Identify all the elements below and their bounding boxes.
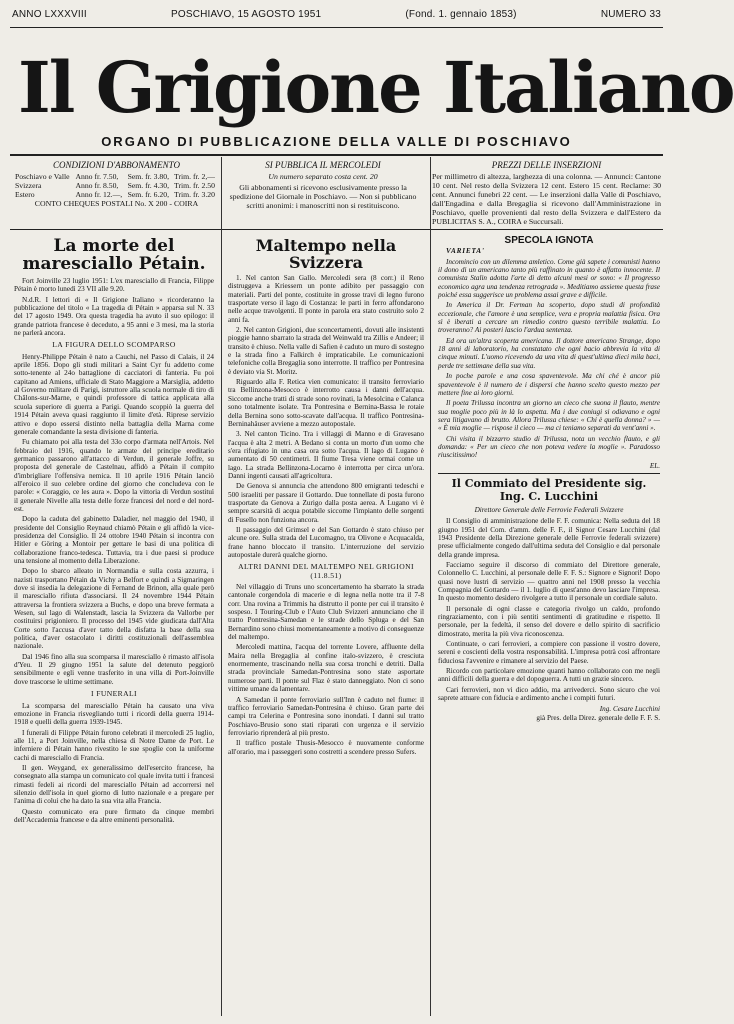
publication-box — [228, 161, 418, 210]
postal-account: CONTO CHEQUES POSTALI No. X 200 - COIRA — [34, 199, 199, 208]
lucchini-paragraph: Il Consiglio di amministrazione delle F. F. comunica: Nella seduta del 18 giugno 1951 del Com. d'amm. delle F. F., il Signor Cesare Lucchini (dal 1943 Presidente della Direzione generale delle Ferrovie federali svizzere) prese ufficialmente congedo dall'ultima seduta del Consiglio e dal personale della grande impresa. — [438, 517, 660, 559]
copy-price: Un numero separato costa cent. 20 — [268, 172, 378, 181]
insertion-title: PREZZI DELLE INSERZIONI — [491, 160, 602, 170]
maltempo-paragraph: De Genova si annuncia che attendono 800 emigranti tedeschi e 500 israeliti per passare il Gottardo. Due tonnellate di posta furono trasportate da Genova a Zurigo dalla posta aerea. A Lugano vi è sempre scarsità di acqua potabile siccome l'impianto delle sorgenti di Fusello non funziona ancora. — [228, 482, 424, 524]
maltempo-paragraph: Nel villaggio di Truns uno sconcertamento ha sbarrato la strada cantonale corgendola di macerie e di legna nella notte tra il 7-8 corr. Una rovina a Trimmis ha distrutto il ponte per cui il transito è sospeso. I Touring-Club e l'Auto Club Svizzeri annunciano che il tratto Pontresina-Samedan e le strade dello Spluga e del San Bernardino sono chiusi momentaneamente a motivo di conseguenze del maltempo. — [228, 583, 424, 642]
subscription-row: Poschiavo e Valle Anno fr. 7.50, Sem. fr. 3.80, Trim. fr. 2,— — [15, 172, 215, 181]
petain-paragraph: Dopo lo sbarco alleato in Normandia e sulla costa azzurra, i nazisti trasportano Pétain da Vichy a Belfort e quindi a Sigmaringen dove si insedia la delegazione di Fernand de Brinon, alla quale però il maresciallo rifiuta d'associarsi. Il 24 novembre 1944 Pétain attraversa la frontiera svizzera a Buchs, e dopo una breve fermata a Wesen, sul lago di Walenstadt, lascia la Svizzera da Vallorbe per costituirsi prigioniero. Il processo del 1945 vide giudicata dall'Alta Corte sotto l'accusa d'aver tatto della disfatta la base della sua politica, d'aver ostacolato i diritti costituzionali dell'assemblea nazionale. — [14, 567, 214, 651]
founding-note: (Fond. 1. gennaio 1853) — [405, 9, 517, 20]
subscription-box — [14, 161, 219, 208]
date-line: POSCHIAVO, 15 AGOSTO 1951 — [170, 9, 322, 20]
top-rule — [10, 27, 663, 28]
lucchini-paragraph: Facciamo seguire il discorso di commiato del Direttore generale, Colonnello C. Lucchini, al personale delle F. F. S.: Signore e Signori! Dopo quasi nove lustri di servizio — quattro anni nel 1908 presso la vecchia Compagnia del Gottardo — il 1. luglio di quest'anno devo lasciare l'impresa. In questo momento desidero rivolgere a tutto il personale un cordiale saluto. — [438, 561, 660, 603]
petain-paragraph: Il gen. Weygand, ex generalissimo dell'esercito francese, ha consegnato alla stampa un comunicato col quale invita tutti i francesi rimasti fedeli ai ricordi del maresciallo Pétain ad accorrersi nel silenzio dell'isola in quel giorno di lutto nazionale e a pregare per l'anima di colui che ha dato la sua vita alla Francia. — [14, 763, 214, 806]
specola-title: SPECOLA IGNOTA — [504, 235, 594, 246]
lucchini-role: già Pres. della Direz. generale delle F. F. S. — [536, 713, 660, 722]
subscription-table — [14, 172, 219, 199]
maltempo-title: Maltempo nella Svizzera — [255, 236, 397, 272]
column-divider — [221, 157, 222, 1016]
insertion-box — [432, 161, 661, 226]
maltempo-paragraph: 3. Nel canton Ticino. Tra i villaggi di Manno e di Gravesano l'acqua è alta 2 metri. A Bedano si conta un morto d'un uomo che s'era rifugiato in una casa ora sotto l'acqua. Il lago di Lugano è aumentato di 50 centimetri. Il fiume Tresa viene ormai come un lago. La strada Bellinzona-Locarno è interrotta per circa un'ora. Danni ingenti causati all'agricoltura. — [228, 430, 424, 480]
publication-title: SI PUBBLICA IL MERCOLEDI — [265, 160, 381, 170]
petain-paragraph: Dopo la caduta del gabinetto Daladier, nel maggio del 1940, il presidente del Consiglio Reynaud chiamò Pétain e gli affidò la vice-presidenza del Consiglio. Il 24 ottobre 1940 Pétain si incontra con Hitler e Göring a Montoir per gettare le basi di una politica di collaborazione franco-tedesca. Tuttavia, tra i due paesi si produce una tensione al momento della Liberazione. — [14, 515, 214, 565]
specola-paragraph: In poche parole e una cosa spaventevole. Ma chi ché è ancor più spaventevole è il numero de i dispersi che hanno scelto questo mezzo per mettere fine ai loro giorni. — [438, 372, 660, 397]
lucchini-paragraph: Cari ferrovieri, non vi dico addio, ma arrivederci. Sono sicuro che voi saprete attuare con fiducia e ardimento anche i compiti futuri. — [438, 685, 660, 703]
subscription-row: Estero Anno fr. 12.—, Sem. fr. 6.20, Trim. fr. 3.20 — [15, 190, 215, 199]
masthead-subtitle: ORGANO DI PUBBLICAZIONE DELLA VALLE DI POSCHIAVO — [101, 134, 572, 149]
petain-paragraph: I funerali di Filippe Pétain furono celebrati il mercoledì 25 luglio, alle 11, a Port Joinville, nella chiesa di Notre Dame de Port. Le inferniere di Pétain hanno rivestito le sue spoglie con la uniforme cachi di maresciallo di Francia. — [14, 728, 214, 762]
section-rule — [10, 229, 663, 230]
top-info-line — [12, 9, 661, 23]
maltempo-paragraph: 2. Nel canton Grigioni, due sconcertamenti, dovuti alle insistenti pioggie hanno sbarrato la strada del Weinwald tra Zillis e Andeer; il transito è chiuso. Nella valle di Safien è caduto un muro di sostegno e la strada fino a Falkirch è impraticabile. Le comunicazioni telefoniche colla Bregaglia sono interrotte. Il traffico per Pontresina è deviato via St. Moritz. — [228, 326, 424, 376]
maltempo-paragraph: 1. Nel canton San Gallo. Mercoledì sera (8 corr.) il Reno distruggeva a Kriessern un ponte adibito per passaggio con materiali. Parti del ponte, costituite in grosse travi di legno furono trasportate verso il lago di Costanza: le parti in ferro affondarono nelle acque travolgenti. Il ponte in parola era stato costruito solo 2 anni fa. — [228, 274, 424, 324]
issue-number: NUMERO 33 — [600, 9, 661, 20]
lucchini-paragraph: Continuate, o cari ferrovieri, a compiere con passione il vostro dovere, sereni e coscienti della vostra responsabilità. L'impresa potrà così affrontare fiduciosa l'avvenire e rimanere al servizio del Paese. — [438, 640, 660, 665]
funerals-heading: I FUNERALI — [91, 689, 137, 699]
maltempo-paragraph: Il passaggio del Grimsel e del San Gottardo è stato chiuso per alcune ore. Sulla strada del Lucomagno, tra Olivone e Acquacalda, frane hanno bloccato il transito. L'interruzione del servizio autopostale durerà qualche giorno. — [228, 525, 424, 559]
maltempo-paragraph: A Samedan il ponte ferroviario sull'Inn è caduto nel fiume: il traffico ferroviario Samedan-Pontresina è chiuso. Gran parte dei campi tra Celerina e Pontresina sono inondati. I danni sul tratto Poschiavo-Brusio sono stati riparati con urgenza e il servizio ferroviario riprenderà al più presto. — [228, 695, 424, 737]
maltempo-section-heading: ALTRI DANNI DEL MALTEMPO NEL GRIGIONI (11.8.51) — [238, 562, 414, 580]
petain-paragraph: Dal 1946 fino alla sua scomparsa il maresciallo è rimasto all'isola d'Yeu. Il 29 giugno 1951 la salute del detenuto peggiorò sensibilmente e egli venne trasferito in una villa di Port-Joinville dove trascorse le ultime settimane. — [14, 652, 214, 686]
petain-paragraph: Fu chiamato poi alla testa del 33o corpo d'armata nell'Artois. Nel febbraio del 1916, quando le armate del principe ereditario germanico passarono all'attacco di Verdun, il generale Joffre, su proposta del generale de Castelnau, affidò a Pétain il compito d'imbrigliare l'offensiva nemica. Il 10 aprile 1916 Pétain lanciò all'eroico il suo celebre ordine del giorno che concludeva con le parole: « Coraggio, ce les aura ». Dopo la vittoria di Verdun sostituì il generale Nivelle alla testa delle forze francesi del nord e del nord-est. — [14, 438, 214, 513]
masthead-title: Il Grigione Italiano — [18, 46, 734, 129]
maltempo-column — [228, 235, 424, 1017]
petain-column — [14, 235, 214, 1017]
lucchini-title: Il Commiato del Presidente sig. Ing. C. Lucchini — [451, 476, 647, 503]
specola-paragraph: Ed ora un'altra scoperta americana. Il dottore americano Strange, dopo 18 anni di laboratorio, ha constatato che ogni bacio abbrevia la vita di cinque minuti. L'uomo ricevendo da una vita di quest'ultima dieci mila baci, perde tre settimane della sua vita. — [438, 336, 660, 370]
specola-paragraph: Chi visita il bizzarro studio di Trilussa, nota un vecchio flauto, e gli domanda: « Per un cieco che non poteva vedere la moglie ». Paradosso riuscitissimo! — [438, 434, 660, 460]
petain-section-heading: LA FIGURA DELLO SCOMPARSO — [52, 340, 176, 350]
lucchini-subtitle: Direttore Generale delle Ferrovie Federali Svizzere — [474, 505, 624, 514]
lucchini-paragraph: Il personale di ogni classe e categoria rivolgo un caldo, profondo ringraziamento, con i più sentiti sentimenti di gratitudine e rispetto. Il personale, per la fedeltà, il senso del dovere e dello spirito di sacrificio dimostrato, merita la più viva riconoscenza. — [438, 604, 660, 638]
petain-dateline: Fort Joinville 23 luglio 1951: L'ex maresciallo di Francia, Filippe Pétain è morto lunedì 23 VII alle 9.20. — [14, 277, 214, 294]
specola-paragraph: Incomincio con un dilemma amletico. Come già sapete i comunisti hanno il dono di un americano tanto più raffinato in quanto è affatto innocente. Il comunista Stalin adotta l'arte di detto alcuni mesi or sono: « Il progresso economico agra una tendenza retrograda ». Meditiamo assieme questa frase poiché essa suggerisce un problema assai grave e difficile. — [438, 257, 660, 300]
maltempo-paragraph: Il traffico postale Thusis-Mesocco è nuovamente conforme all'orario, ma i passeggeri sono costretti a scendere presso Sufers. — [228, 739, 424, 756]
petain-paragraph: La scomparsa del maresciallo Pétain ha causato una viva emozione in Francia risvegliando tutti i ricordi della guerra 1914-1918 e quelli della guerra 1939-1945. — [14, 701, 214, 727]
variety-tag: VARIETA' — [446, 247, 485, 256]
lucchini-signature: Ing. Cesare Lucchini — [599, 704, 660, 713]
specola-signature: EL. — [649, 461, 660, 470]
publication-notice: Gli abbonamenti si ricevono esclusivamente presso la spedizione del Giornale in Poschiavo. — Non si pubblicano scritti anonimi: i manoscritti non si restituiscono. — [229, 183, 417, 210]
petain-paragraph: Henry-Philippe Pétain è nato a Cauchi, nel Passo di Calais, il 24 aprile 1856. Dopo gli studi militari a Saint Cyr fu addetto come sotto-tenente al 24o battaglione di cacciatori di fanteria. Fu poi capitano ad Amiens, ufficiale di Stato Maggiore a Marsiglia, addetto al Governo militare di Parigi, istruttore alla scuola normale di tiro di Châlons-sur-Marne, e quindi professore di tattica applicata alla scuola superiore di guerra a Parigi. Quando scoppiò la guerra del 1914 Pétain aveva quasi raggiunto il limite d'età. Riprese servizio attivo e dopo essersi distinto nella battaglia della Marna come generale comandante la sesta divisione di fanteria. — [14, 352, 214, 436]
subscription-title: CONDIZIONI D'ABBONAMENTO — [52, 160, 180, 170]
column-divider — [430, 157, 431, 1016]
insertion-text: Per millimetro di altezza, larghezza di una colonna. — Annunci: Cantone 10 cent. Nel resto della Svizzera 12 cent. Estero 15 cent. Reclame: 30 cent. Annunci funebri 22 cent. — Le inserzioni dalla Valle di Poschiavo, dall'Engadina e dalla Bregaglia si ricevono dall'Amministrazione in Poschiavo, quelle provenienti dal resto della Svizzera e dall'Estero da PUBLICITAS S. A., COIRA e Succursali. — [432, 172, 661, 226]
lucchini-paragraph: Ricordo con particolare emozione quanti hanno collaborato con me negli anni difficili della guerra e del dopoguerra. A tutti un grazie sincero. — [438, 667, 660, 684]
specola-paragraph: Il poeta Trilussa incontra un giorno un cieco che suona il flauto, mentre sua moglie poco più in là lo aspetta. Ma i due coniugi si odiavano e ogni sera litigavano di brutto. Allora Trilussa chiese: « Chi è quella donna? » — « È mia moglie — rispose il cieco — ma ci teniamo separati da vent'anni ». — [438, 399, 660, 433]
maltempo-paragraph: Riguardo alla F. Retica vien comunicato: il transito ferroviario tra Bellinzona-Mesocco è interrotto causa i danni dell'acqua. Siccome anche tratti di strade sono rovinati, la Mesolcina e Calanca sono totalmente isolate. Tra Pontresina e Bernina-Bassa le rotaie della Bernina sono sotto-scavate dall'acqua. Il traffico Pontresina-Berninahäuser avviene a mezzo autopostale. — [228, 378, 424, 428]
petain-note: N.d.R. I lettori di « Il Grigione Italiano » ricorderanno la pubblicazione del titolo « La tragedia di Pétain » apparsa sul N. 33 del 17 agosto 1949. Ora questa tragedia ha avuto il suo epilogo: il grande patriota francese è deceduto, a 95 anni e 3 mesi, ma la storia ne parlerà ancora. — [14, 295, 214, 338]
right-column — [438, 235, 660, 1017]
petain-paragraph: Questo comunicato era pure firmato da cinque membri dell'Accademia francese e da altre eminenti personalità. — [14, 807, 214, 824]
petain-title: La morte del maresciallo Pétain. — [22, 236, 206, 274]
maltempo-paragraph: Mercoledì mattina, l'acqua del torrente Lovere, affluente della Maira nella Bregaglia al confine italo-svizzero, è cresciuta enormemente, trascinando nella sua corsa tronchi e detriti. Dalla strada provinciale Samedan-Pontresina sono state asportate numerose parti. Il ponte sul Flaz è stato danneggiato. Non ci sono vittime umane da lamentare. — [228, 643, 424, 694]
year-label: ANNO LXXXVIII — [12, 9, 87, 20]
specola-paragraph: In America il Dr. Ferman ha scoperto, dopo studi di profondità eccezionale, che l'amore è una semplice, vera e propria malattia fisica. Ora sì è iberati a cercare un rimedio contro questo terribile malattia. Lo troveranno? Ai posteri lascio l'ardua sentenza. — [438, 301, 660, 335]
masthead-rule — [10, 154, 663, 156]
subscription-row: Svizzera Anno fr. 8.50, Sem. fr. 4.30, Trim. fr. 2.50 — [15, 181, 215, 190]
